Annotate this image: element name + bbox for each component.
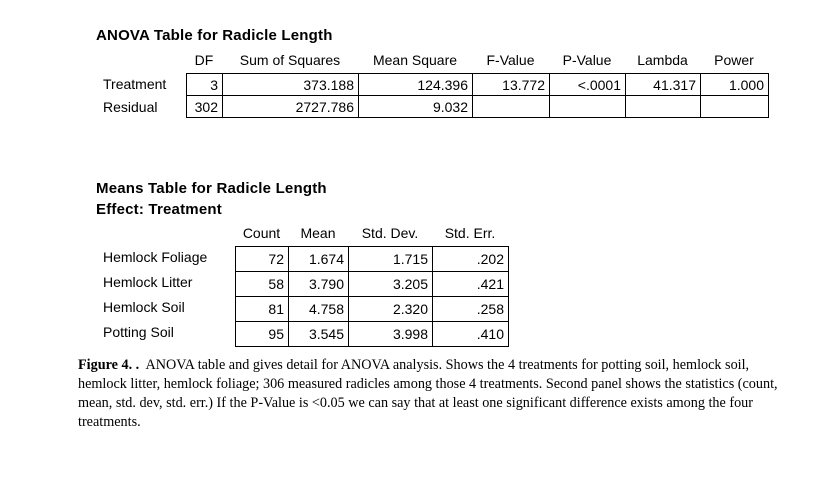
anova-cell (473, 96, 550, 118)
figure-caption-label: Figure 4. . (78, 357, 140, 373)
table-row (236, 322, 509, 347)
anova-cell: <.0001 (550, 74, 626, 96)
anova-cell: 124.396 (359, 74, 473, 96)
anova-cell (701, 96, 769, 118)
anova-title: ANOVA Table for Radicle Length (96, 27, 333, 44)
anova-cell: 1.000 (701, 74, 769, 96)
means-cell: .421 (433, 272, 509, 297)
anova-cell: 302 (187, 96, 223, 118)
means-cell: 95 (236, 322, 289, 347)
means-table (235, 246, 509, 347)
means-title: Means Table for Radicle Length (96, 180, 327, 197)
anova-row-label-residual: Residual (103, 99, 158, 115)
means-cell: 3.790 (289, 272, 349, 297)
table-row (187, 96, 769, 118)
table-row (187, 74, 769, 96)
table-row (236, 272, 509, 297)
anova-cell (550, 96, 626, 118)
means-cell: 1.715 (349, 247, 433, 272)
means-row-label-potting-soil: Potting Soil (103, 324, 174, 340)
table-row (236, 297, 509, 322)
means-header-std-err: Std. Err. (444, 225, 496, 241)
anova-header-sum-of-squares: Sum of Squares (239, 52, 341, 68)
figure-caption (78, 356, 778, 432)
figure-caption-text: ANOVA table and gives detail for ANOVA analysis. Shows the 4 treatments for potting soil, hemlock soil, hemlock litter, hemlock foliage; 306 measured radicles among those 4 treatments. Second panel shows the statistics (count, mean, std. dev, std. err.) If the P-Value is <0.05 we can say that at least one significant difference exists among the four treatments. (78, 357, 778, 430)
means-cell: 81 (236, 297, 289, 322)
anova-cell: 9.032 (359, 96, 473, 118)
anova-header-power: Power (714, 52, 754, 68)
anova-row-label-treatment: Treatment (103, 76, 167, 92)
anova-header-f-value: F-Value (486, 52, 535, 68)
means-cell: 1.674 (289, 247, 349, 272)
table-row (236, 247, 509, 272)
means-subtitle: Effect: Treatment (96, 201, 222, 218)
anova-cell: 13.772 (473, 74, 550, 96)
means-cell: 72 (236, 247, 289, 272)
means-cell: .410 (433, 322, 509, 347)
anova-cell: 41.317 (626, 74, 701, 96)
means-cell: 3.545 (289, 322, 349, 347)
anova-header-lambda: Lambda (637, 52, 688, 68)
anova-cell: 373.188 (223, 74, 359, 96)
anova-table (186, 73, 769, 118)
anova-header-p-value: P-Value (562, 52, 612, 68)
means-cell: 58 (236, 272, 289, 297)
anova-cell: 3 (187, 74, 223, 96)
means-cell: 3.998 (349, 322, 433, 347)
anova-header-df: DF (194, 52, 214, 68)
anova-cell: 2727.786 (223, 96, 359, 118)
anova-header-mean-square: Mean Square (372, 52, 458, 68)
means-header-mean: Mean (300, 225, 336, 241)
means-row-label-hemlock-litter: Hemlock Litter (103, 274, 193, 290)
means-header-std-dev: Std. Dev. (361, 225, 419, 241)
means-cell: .258 (433, 297, 509, 322)
means-row-label-hemlock-soil: Hemlock Soil (103, 299, 185, 315)
means-cell: 3.205 (349, 272, 433, 297)
means-cell: .202 (433, 247, 509, 272)
anova-cell (626, 96, 701, 118)
means-cell: 4.758 (289, 297, 349, 322)
means-cell: 2.320 (349, 297, 433, 322)
means-header-count: Count (242, 225, 281, 241)
means-row-label-hemlock-foliage: Hemlock Foliage (103, 249, 208, 265)
